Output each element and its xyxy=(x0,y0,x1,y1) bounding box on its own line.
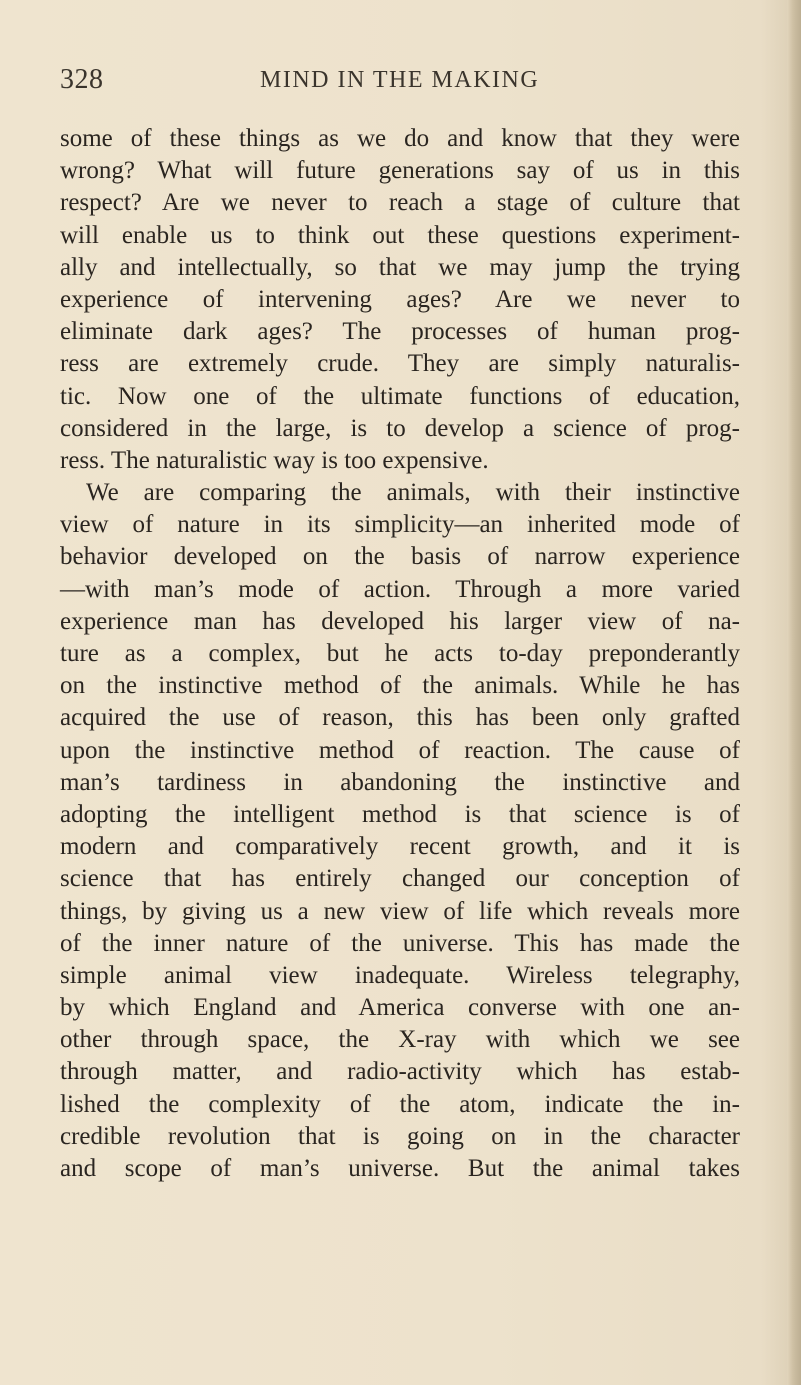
text-line: and scope of man’s universe. But the animal takes xyxy=(60,1155,740,1182)
text-line: —with man’s mode of action. Through a more varied xyxy=(60,575,740,603)
text-line: experience man has developed his larger view of na- xyxy=(60,607,740,635)
text-line: We are comparing the animals, with their instinctive xyxy=(86,479,740,507)
text-line: some of these things as we do and know that they were xyxy=(60,125,740,152)
text-line: lished the complexity of the atom, indicate the in- xyxy=(60,1090,740,1118)
text-line: things, by giving us a new view of life which reveals more xyxy=(60,897,740,925)
running-head: MIND IN THE MAKING xyxy=(260,67,540,93)
text-line: upon the instinctive method of reaction. The cause of xyxy=(60,736,740,764)
text-line: ture as a complex, but he acts to-day preponderantly xyxy=(60,640,740,667)
text-line: credible revolution that is going on in the character xyxy=(60,1122,740,1150)
text-line: through matter, and radio-activity which has estab- xyxy=(60,1058,740,1086)
text-line: on the instinctive method of the animals. While he has xyxy=(60,672,740,700)
page-edge xyxy=(787,0,801,1385)
text-line: view of nature in its simplicity—an inherited mode of xyxy=(60,511,740,539)
text-line: ress are extremely crude. They are simply naturalis- xyxy=(60,350,740,378)
text-line: tic. Now one of the ultimate functions of education, xyxy=(60,382,740,410)
text-line: man’s tardiness in abandoning the instinctive and xyxy=(60,768,740,796)
text-line: by which England and America converse with one an- xyxy=(60,994,740,1022)
text-line: ally and intellectually, so that we may jump the trying xyxy=(60,253,740,281)
text-line: other through space, the X-ray with which we see xyxy=(60,1026,740,1054)
text-line: ress. The naturalistic way is too expensive. xyxy=(60,446,489,474)
body-text xyxy=(60,123,740,1185)
text-line: modern and comparatively recent growth, and it is xyxy=(60,833,740,861)
text-line: simple animal view inadequate. Wireless telegraphy, xyxy=(60,961,740,989)
text-line: adopting the intelligent method is that science is of xyxy=(60,800,740,828)
text-line: science that has entirely changed our conception of xyxy=(60,865,740,893)
text-line: eliminate dark ages? The processes of human prog- xyxy=(60,318,740,346)
text-line: acquired the use of reason, this has been only grafted xyxy=(60,704,740,732)
page-header xyxy=(60,60,740,100)
text-line: considered in the large, is to develop a science of prog- xyxy=(60,414,740,442)
text-line: respect? Are we never to reach a stage of culture that xyxy=(60,189,740,217)
text-line: of the inner nature of the universe. This has made the xyxy=(60,929,740,957)
text-line: wrong? What will future generations say of us in this xyxy=(60,157,740,185)
text-line: experience of intervening ages? Are we never to xyxy=(60,285,740,313)
text-line: will enable us to think out these questions experiment- xyxy=(60,221,740,249)
text-line: behavior developed on the basis of narrow experience xyxy=(60,543,740,571)
page-number: 328 xyxy=(60,64,104,95)
